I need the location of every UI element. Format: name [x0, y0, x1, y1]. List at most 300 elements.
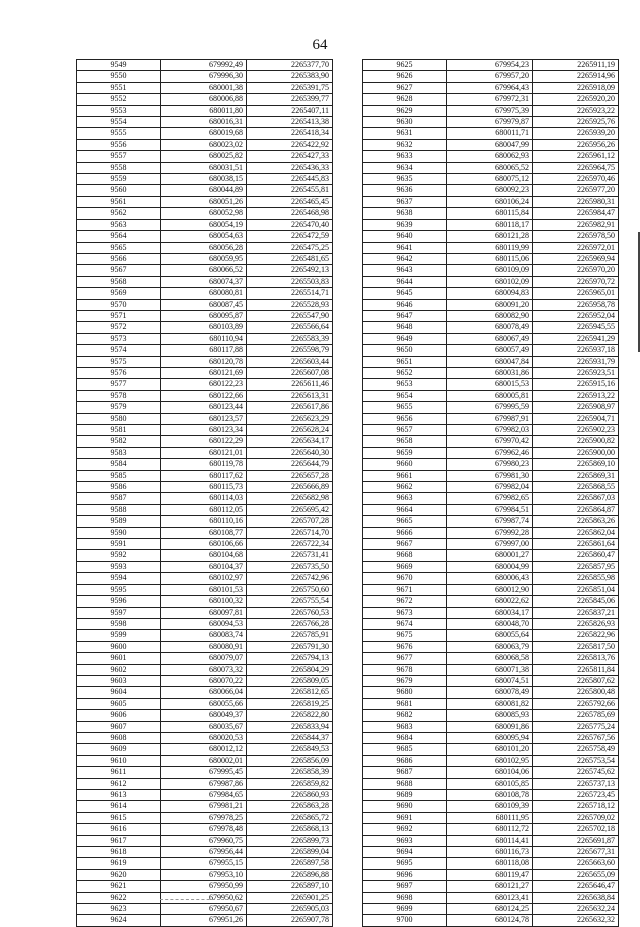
point-number-cell: 9553 — [77, 105, 161, 116]
point-number-cell: 9597 — [77, 607, 161, 618]
x-coordinate-cell: 680108,77 — [161, 527, 247, 538]
x-coordinate-cell: 680121,28 — [447, 231, 533, 242]
x-coordinate-cell: 680106,24 — [447, 196, 533, 207]
x-coordinate-cell: 680123,41 — [447, 892, 533, 903]
point-number-cell: 9681 — [363, 698, 447, 709]
table-row — [363, 276, 619, 287]
point-number-cell: 9625 — [363, 60, 447, 71]
y-coordinate-cell: 2265583,39 — [247, 333, 333, 344]
point-number-cell: 9638 — [363, 208, 447, 219]
x-coordinate-cell: 680035,67 — [161, 721, 247, 732]
x-coordinate-cell: 680006,88 — [161, 94, 247, 105]
table-row — [363, 641, 619, 652]
table-row — [363, 824, 619, 835]
table-row — [363, 185, 619, 196]
table-row — [77, 504, 333, 515]
x-coordinate-cell: 680095,87 — [161, 310, 247, 321]
x-coordinate-cell: 679960,75 — [161, 835, 247, 846]
table-row — [77, 185, 333, 196]
x-coordinate-cell: 680115,06 — [447, 253, 533, 264]
table-row — [77, 310, 333, 321]
y-coordinate-cell: 2265819,25 — [247, 698, 333, 709]
x-coordinate-cell: 680059,95 — [161, 253, 247, 264]
point-number-cell: 9674 — [363, 618, 447, 629]
x-coordinate-cell: 679955,15 — [161, 858, 247, 869]
y-coordinate-cell: 2265860,47 — [533, 550, 619, 561]
x-coordinate-cell: 679982,03 — [447, 425, 533, 436]
point-number-cell: 9555 — [77, 128, 161, 139]
point-number-cell: 9642 — [363, 253, 447, 264]
y-coordinate-cell: 2265902,23 — [533, 425, 619, 436]
x-coordinate-cell: 680117,62 — [161, 470, 247, 481]
y-coordinate-cell: 2265862,04 — [533, 527, 619, 538]
point-number-cell: 9654 — [363, 390, 447, 401]
x-coordinate-cell: 680034,17 — [447, 607, 533, 618]
table-row — [77, 892, 333, 903]
x-coordinate-cell: 679997,00 — [447, 539, 533, 550]
point-number-cell: 9601 — [77, 653, 161, 664]
table-row — [77, 219, 333, 230]
table-row — [77, 710, 333, 721]
table-row — [363, 470, 619, 481]
y-coordinate-cell: 2265899,73 — [247, 835, 333, 846]
y-coordinate-cell: 2265807,62 — [533, 675, 619, 686]
x-coordinate-cell: 680012,12 — [161, 744, 247, 755]
x-coordinate-cell: 680102,95 — [447, 755, 533, 766]
table-row — [363, 904, 619, 915]
y-coordinate-cell: 2265897,58 — [247, 858, 333, 869]
x-coordinate-cell: 679978,48 — [161, 824, 247, 835]
point-number-cell: 9635 — [363, 174, 447, 185]
table-row — [77, 847, 333, 858]
y-coordinate-cell: 2265377,70 — [247, 60, 333, 71]
table-row — [363, 607, 619, 618]
table-row — [77, 824, 333, 835]
y-coordinate-cell: 2265528,93 — [247, 299, 333, 310]
table-row — [363, 573, 619, 584]
x-coordinate-cell: 680012,90 — [447, 584, 533, 595]
table-row — [363, 539, 619, 550]
y-coordinate-cell: 2265826,93 — [533, 618, 619, 629]
point-number-cell: 9680 — [363, 687, 447, 698]
y-coordinate-cell: 2265714,70 — [247, 527, 333, 538]
table-row — [363, 881, 619, 892]
x-coordinate-cell: 680019,68 — [161, 128, 247, 139]
x-coordinate-cell: 680052,98 — [161, 208, 247, 219]
table-row — [77, 493, 333, 504]
x-coordinate-cell: 680085,93 — [447, 710, 533, 721]
y-coordinate-cell: 2265965,01 — [533, 288, 619, 299]
point-number-cell: 9603 — [77, 675, 161, 686]
coordinates-table-right — [362, 59, 619, 927]
y-coordinate-cell: 2265811,84 — [533, 664, 619, 675]
y-coordinate-cell: 2265722,34 — [247, 539, 333, 550]
point-number-cell: 9657 — [363, 425, 447, 436]
table-row — [363, 550, 619, 561]
table-row — [77, 447, 333, 458]
y-coordinate-cell: 2265982,91 — [533, 219, 619, 230]
point-number-cell: 9656 — [363, 413, 447, 424]
table-row — [363, 584, 619, 595]
table-row — [77, 869, 333, 880]
y-coordinate-cell: 2265663,60 — [533, 858, 619, 869]
x-coordinate-cell: 679992,49 — [161, 60, 247, 71]
x-coordinate-cell: 680022,62 — [447, 596, 533, 607]
x-coordinate-cell: 680051,26 — [161, 196, 247, 207]
y-coordinate-cell: 2265731,41 — [247, 550, 333, 561]
point-number-cell: 9645 — [363, 288, 447, 299]
x-coordinate-cell: 680124,25 — [447, 904, 533, 915]
point-number-cell: 9637 — [363, 196, 447, 207]
y-coordinate-cell: 2265857,95 — [533, 561, 619, 572]
point-number-cell: 9692 — [363, 824, 447, 835]
table-row — [77, 367, 333, 378]
x-coordinate-cell: 680112,05 — [161, 504, 247, 515]
table-row — [77, 664, 333, 675]
y-coordinate-cell: 2265785,91 — [247, 630, 333, 641]
table-row — [363, 710, 619, 721]
table-row — [77, 904, 333, 915]
x-coordinate-cell: 680054,63 — [161, 231, 247, 242]
point-number-cell: 9659 — [363, 447, 447, 458]
x-coordinate-cell: 679964,43 — [447, 82, 533, 93]
table-row — [77, 687, 333, 698]
point-number-cell: 9594 — [77, 573, 161, 584]
x-coordinate-cell: 680094,53 — [161, 618, 247, 629]
table-row — [363, 367, 619, 378]
y-coordinate-cell: 2265863,28 — [247, 801, 333, 812]
point-number-cell: 9626 — [363, 71, 447, 82]
table-row — [77, 767, 333, 778]
x-coordinate-cell: 680031,86 — [447, 367, 533, 378]
y-coordinate-cell: 2265607,08 — [247, 367, 333, 378]
x-coordinate-cell: 680068,58 — [447, 653, 533, 664]
table-row — [363, 664, 619, 675]
y-coordinate-cell: 2265896,88 — [247, 869, 333, 880]
x-coordinate-cell: 679984,65 — [161, 790, 247, 801]
x-coordinate-cell: 680095,94 — [447, 732, 533, 743]
x-coordinate-cell: 680114,41 — [447, 835, 533, 846]
x-coordinate-cell: 680054,19 — [161, 219, 247, 230]
point-number-cell: 9641 — [363, 242, 447, 253]
point-number-cell: 9629 — [363, 105, 447, 116]
table-row — [77, 71, 333, 82]
x-coordinate-cell: 680073,32 — [161, 664, 247, 675]
table-row — [363, 208, 619, 219]
table-row — [363, 892, 619, 903]
point-number-cell: 9595 — [77, 584, 161, 595]
y-coordinate-cell: 2265858,39 — [247, 767, 333, 778]
x-coordinate-cell: 680002,01 — [161, 755, 247, 766]
point-number-cell: 9606 — [77, 710, 161, 721]
table-row — [77, 881, 333, 892]
table-row — [363, 869, 619, 880]
point-number-cell: 9611 — [77, 767, 161, 778]
y-coordinate-cell: 2265901,25 — [247, 892, 333, 903]
x-coordinate-cell: 680044,89 — [161, 185, 247, 196]
point-number-cell: 9590 — [77, 527, 161, 538]
x-coordinate-cell: 680031,51 — [161, 162, 247, 173]
x-coordinate-cell: 680122,29 — [161, 436, 247, 447]
point-number-cell: 9689 — [363, 790, 447, 801]
table-row — [363, 299, 619, 310]
point-number-cell: 9562 — [77, 208, 161, 219]
point-number-cell: 9688 — [363, 778, 447, 789]
point-number-cell: 9653 — [363, 379, 447, 390]
x-coordinate-cell: 680011,71 — [447, 128, 533, 139]
point-number-cell: 9676 — [363, 641, 447, 652]
table-row — [363, 425, 619, 436]
table-row — [77, 539, 333, 550]
y-coordinate-cell: 2265845,06 — [533, 596, 619, 607]
y-coordinate-cell: 2265920,20 — [533, 94, 619, 105]
point-number-cell: 9589 — [77, 516, 161, 527]
table-row — [363, 322, 619, 333]
point-number-cell: 9573 — [77, 333, 161, 344]
y-coordinate-cell: 2265742,96 — [247, 573, 333, 584]
point-number-cell: 9608 — [77, 732, 161, 743]
y-coordinate-cell: 2265695,42 — [247, 504, 333, 515]
point-number-cell: 9592 — [77, 550, 161, 561]
point-number-cell: 9598 — [77, 618, 161, 629]
x-coordinate-cell: 680083,74 — [161, 630, 247, 641]
y-coordinate-cell: 2265863,26 — [533, 516, 619, 527]
table-row — [363, 60, 619, 71]
x-coordinate-cell: 679962,46 — [447, 447, 533, 458]
y-coordinate-cell: 2265907,78 — [247, 915, 333, 926]
point-number-cell: 9571 — [77, 310, 161, 321]
y-coordinate-cell: 2265900,00 — [533, 447, 619, 458]
y-coordinate-cell: 2265611,46 — [247, 379, 333, 390]
point-number-cell: 9685 — [363, 744, 447, 755]
table-row — [77, 117, 333, 128]
point-number-cell: 9698 — [363, 892, 447, 903]
table-row — [363, 390, 619, 401]
x-coordinate-cell: 679978,25 — [161, 812, 247, 823]
x-coordinate-cell: 679980,23 — [447, 459, 533, 470]
table-row — [77, 470, 333, 481]
point-number-cell: 9572 — [77, 322, 161, 333]
x-coordinate-cell: 680111,95 — [447, 812, 533, 823]
y-coordinate-cell: 2265598,79 — [247, 345, 333, 356]
table-row — [363, 94, 619, 105]
y-coordinate-cell: 2265970,72 — [533, 276, 619, 287]
table-row — [363, 778, 619, 789]
y-coordinate-cell: 2265413,38 — [247, 117, 333, 128]
y-coordinate-cell: 2265735,50 — [247, 561, 333, 572]
y-coordinate-cell: 2265646,47 — [533, 881, 619, 892]
y-coordinate-cell: 2265418,34 — [247, 128, 333, 139]
point-number-cell: 9610 — [77, 755, 161, 766]
y-coordinate-cell: 2265503,83 — [247, 276, 333, 287]
table-row — [77, 550, 333, 561]
y-coordinate-cell: 2265913,22 — [533, 390, 619, 401]
table-row — [363, 858, 619, 869]
point-number-cell: 9648 — [363, 322, 447, 333]
y-coordinate-cell: 2265851,04 — [533, 584, 619, 595]
point-number-cell: 9585 — [77, 470, 161, 481]
table-row — [363, 231, 619, 242]
y-coordinate-cell: 2265977,20 — [533, 185, 619, 196]
table-row — [77, 253, 333, 264]
table-row — [77, 915, 333, 926]
y-coordinate-cell: 2265961,12 — [533, 151, 619, 162]
x-coordinate-cell: 680048,70 — [447, 618, 533, 629]
y-coordinate-cell: 2265939,20 — [533, 128, 619, 139]
y-coordinate-cell: 2265445,83 — [247, 174, 333, 185]
y-coordinate-cell: 2265709,02 — [533, 812, 619, 823]
table-row — [363, 356, 619, 367]
point-number-cell: 9557 — [77, 151, 161, 162]
x-coordinate-cell: 680016,31 — [161, 117, 247, 128]
y-coordinate-cell: 2265677,31 — [533, 847, 619, 858]
point-number-cell: 9632 — [363, 139, 447, 150]
table-row — [363, 618, 619, 629]
table-row — [363, 561, 619, 572]
x-coordinate-cell: 679995,59 — [447, 402, 533, 413]
x-coordinate-cell: 680115,73 — [161, 482, 247, 493]
point-number-cell: 9671 — [363, 584, 447, 595]
table-row — [363, 447, 619, 458]
point-number-cell: 9628 — [363, 94, 447, 105]
point-number-cell: 9690 — [363, 801, 447, 812]
x-coordinate-cell: 679982,04 — [447, 482, 533, 493]
y-coordinate-cell: 2265427,33 — [247, 151, 333, 162]
point-number-cell: 9660 — [363, 459, 447, 470]
y-coordinate-cell: 2265707,28 — [247, 516, 333, 527]
point-number-cell: 9667 — [363, 539, 447, 550]
x-coordinate-cell: 680118,08 — [447, 858, 533, 869]
x-coordinate-cell: 679970,42 — [447, 436, 533, 447]
table-row — [77, 516, 333, 527]
x-coordinate-cell: 680124,78 — [447, 915, 533, 926]
point-number-cell: 9697 — [363, 881, 447, 892]
y-coordinate-cell: 2265800,48 — [533, 687, 619, 698]
x-coordinate-cell: 680117,88 — [161, 345, 247, 356]
x-coordinate-cell: 679987,74 — [447, 516, 533, 527]
y-coordinate-cell: 2265809,05 — [247, 675, 333, 686]
x-coordinate-cell: 680005,81 — [447, 390, 533, 401]
y-coordinate-cell: 2265941,29 — [533, 333, 619, 344]
y-coordinate-cell: 2265613,31 — [247, 390, 333, 401]
table-row — [363, 767, 619, 778]
y-coordinate-cell: 2265766,28 — [247, 618, 333, 629]
x-coordinate-cell: 680118,17 — [447, 219, 533, 230]
table-row — [363, 310, 619, 321]
table-row — [363, 698, 619, 709]
x-coordinate-cell: 680104,06 — [447, 767, 533, 778]
x-coordinate-cell: 680020,53 — [161, 732, 247, 743]
x-coordinate-cell: 680123,57 — [161, 413, 247, 424]
x-coordinate-cell: 680081,82 — [447, 698, 533, 709]
point-number-cell: 9581 — [77, 425, 161, 436]
x-coordinate-cell: 680015,53 — [447, 379, 533, 390]
x-coordinate-cell: 680055,64 — [447, 630, 533, 641]
table-row — [363, 493, 619, 504]
point-number-cell: 9550 — [77, 71, 161, 82]
x-coordinate-cell: 680108,78 — [447, 790, 533, 801]
y-coordinate-cell: 2265547,90 — [247, 310, 333, 321]
point-number-cell: 9655 — [363, 402, 447, 413]
point-number-cell: 9639 — [363, 219, 447, 230]
point-number-cell: 9560 — [77, 185, 161, 196]
point-number-cell: 9561 — [77, 196, 161, 207]
x-coordinate-cell: 680056,28 — [161, 242, 247, 253]
point-number-cell: 9636 — [363, 185, 447, 196]
point-number-cell: 9677 — [363, 653, 447, 664]
x-coordinate-cell: 680049,37 — [161, 710, 247, 721]
point-number-cell: 9675 — [363, 630, 447, 641]
y-coordinate-cell: 2265869,10 — [533, 459, 619, 470]
x-coordinate-cell: 679984,51 — [447, 504, 533, 515]
table-row — [77, 778, 333, 789]
table-row — [77, 698, 333, 709]
y-coordinate-cell: 2265391,75 — [247, 82, 333, 93]
coordinates-table-left — [76, 59, 333, 927]
footer-rule — [160, 899, 220, 901]
table-row — [77, 208, 333, 219]
x-coordinate-cell: 680065,52 — [447, 162, 533, 173]
y-coordinate-cell: 2265383,90 — [247, 71, 333, 82]
table-row — [77, 402, 333, 413]
x-coordinate-cell: 679979,87 — [447, 117, 533, 128]
point-number-cell: 9662 — [363, 482, 447, 493]
point-number-cell: 9614 — [77, 801, 161, 812]
table-row — [77, 231, 333, 242]
point-number-cell: 9644 — [363, 276, 447, 287]
x-coordinate-cell: 679951,26 — [161, 915, 247, 926]
table-row — [363, 915, 619, 926]
x-coordinate-cell: 680102,09 — [447, 276, 533, 287]
point-number-cell: 9631 — [363, 128, 447, 139]
table-row — [363, 847, 619, 858]
y-coordinate-cell: 2265915,16 — [533, 379, 619, 390]
point-number-cell: 9691 — [363, 812, 447, 823]
y-coordinate-cell: 2265617,86 — [247, 402, 333, 413]
x-coordinate-cell: 680119,78 — [161, 459, 247, 470]
x-coordinate-cell: 680078,49 — [447, 687, 533, 698]
y-coordinate-cell: 2265867,03 — [533, 493, 619, 504]
point-number-cell: 9613 — [77, 790, 161, 801]
x-coordinate-cell: 679987,91 — [447, 413, 533, 424]
table-row — [77, 139, 333, 150]
table-row — [77, 333, 333, 344]
y-coordinate-cell: 2265638,84 — [533, 892, 619, 903]
y-coordinate-cell: 2265984,47 — [533, 208, 619, 219]
y-coordinate-cell: 2265455,81 — [247, 185, 333, 196]
table-row — [77, 607, 333, 618]
table-row — [363, 345, 619, 356]
y-coordinate-cell: 2265723,45 — [533, 790, 619, 801]
x-coordinate-cell: 680101,20 — [447, 744, 533, 755]
y-coordinate-cell: 2265900,82 — [533, 436, 619, 447]
point-number-cell: 9617 — [77, 835, 161, 846]
table-row — [363, 162, 619, 173]
table-row — [363, 801, 619, 812]
x-coordinate-cell: 680080,91 — [161, 641, 247, 652]
point-number-cell: 9551 — [77, 82, 161, 93]
y-coordinate-cell: 2265514,71 — [247, 288, 333, 299]
point-number-cell: 9583 — [77, 447, 161, 458]
x-coordinate-cell: 680055,66 — [161, 698, 247, 709]
point-number-cell: 9646 — [363, 299, 447, 310]
table-row — [77, 675, 333, 686]
x-coordinate-cell: 680120,78 — [161, 356, 247, 367]
x-coordinate-cell: 680115,84 — [447, 208, 533, 219]
y-coordinate-cell: 2265931,79 — [533, 356, 619, 367]
point-number-cell: 9694 — [363, 847, 447, 858]
y-coordinate-cell: 2265745,62 — [533, 767, 619, 778]
